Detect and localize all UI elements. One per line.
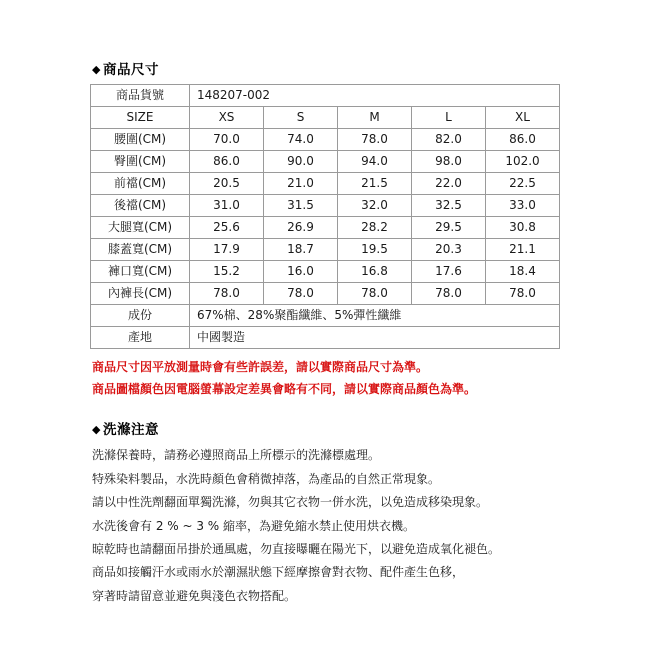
wash-instruction-line: 特殊染料製品，水洗時顏色會稍微掉落，為產品的自然正常現象。: [92, 471, 441, 486]
composition-value: 67%棉、28%聚酯纖維、5%彈性纖維: [190, 305, 560, 327]
table-row: [91, 129, 560, 151]
cell-value: 82.0: [412, 129, 486, 151]
table-row: [91, 151, 560, 173]
cell-value: 78.0: [264, 283, 338, 305]
column-header-xs: XS: [190, 107, 264, 129]
row-label: 大腿寬(CM): [91, 217, 190, 239]
origin-value: 中國製造: [190, 327, 560, 349]
cell-value: 20.3: [412, 239, 486, 261]
table-row-origin: [91, 327, 560, 349]
wash-instruction-line: 商品如接觸汗水或雨水於潮濕狀態下經摩擦會對衣物、配件產生色移，: [92, 565, 465, 580]
column-header-xl: XL: [486, 107, 560, 129]
row-label: 膝蓋寬(CM): [91, 239, 190, 261]
cell-value: 17.9: [190, 239, 264, 261]
cell-value: 21.1: [486, 239, 560, 261]
table-row-item-code: [91, 85, 560, 107]
table-row: [91, 217, 560, 239]
cell-value: 18.7: [264, 239, 338, 261]
cell-value: 94.0: [338, 151, 412, 173]
table-row: [91, 261, 560, 283]
size-note-measure: 商品尺寸因平放測量時會有些許誤差，請以實際商品尺寸為準。: [92, 360, 429, 374]
cell-value: 26.9: [264, 217, 338, 239]
size-section-heading-text: 商品尺寸: [102, 62, 159, 78]
column-header-size: SIZE: [91, 107, 190, 129]
cell-value: 16.0: [264, 261, 338, 283]
cell-value: 70.0: [190, 129, 264, 151]
cell-value: 30.8: [486, 217, 560, 239]
cell-value: 33.0: [486, 195, 560, 217]
cell-value: 102.0: [486, 151, 560, 173]
size-notes: [90, 356, 560, 400]
table-row: [91, 195, 560, 217]
wash-section-heading: [92, 418, 560, 438]
table-row-composition: [91, 305, 560, 327]
cell-value: 21.0: [264, 173, 338, 195]
cell-value: 74.0: [264, 129, 338, 151]
composition-label: 成份: [91, 305, 190, 327]
column-header-m: M: [338, 107, 412, 129]
cell-value: 16.8: [338, 261, 412, 283]
wash-instruction-line: 洗滌保養時，請務必遵照商品上所標示的洗滌標處理。: [92, 448, 381, 463]
table-row-header: [91, 107, 560, 129]
row-label: 後襠(CM): [91, 195, 190, 217]
cell-value: 86.0: [190, 151, 264, 173]
cell-value: 78.0: [486, 283, 560, 305]
cell-value: 78.0: [338, 283, 412, 305]
item-code-label: 商品貨號: [91, 85, 190, 107]
size-chart-table: [90, 84, 560, 349]
cell-value: 98.0: [412, 151, 486, 173]
row-label: 前襠(CM): [91, 173, 190, 195]
cell-value: 32.5: [412, 195, 486, 217]
cell-value: 29.5: [412, 217, 486, 239]
diamond-bullet-icon: ◆: [92, 63, 101, 76]
cell-value: 78.0: [338, 129, 412, 151]
column-header-s: S: [264, 107, 338, 129]
item-code-value: 148207-002: [190, 85, 560, 107]
origin-label: 產地: [91, 327, 190, 349]
size-note-color: 商品圖檔顏色因電腦螢幕設定差異會略有不同，請以實際商品顏色為準。: [92, 382, 477, 397]
cell-value: 22.0: [412, 173, 486, 195]
wash-instruction-line: 請以中性洗劑翻面單獨洗滌，勿與其它衣物一併水洗，以免造成移染現象。: [92, 495, 489, 510]
cell-value: 15.2: [190, 261, 264, 283]
wash-instruction-list: [92, 444, 560, 608]
cell-value: 31.5: [264, 195, 338, 217]
cell-value: 18.4: [486, 261, 560, 283]
row-label: 內褲長(CM): [91, 283, 190, 305]
content-wrapper: [90, 58, 560, 608]
row-label: 腰圍(CM): [91, 129, 190, 151]
cell-value: 86.0: [486, 129, 560, 151]
cell-value: 25.6: [190, 217, 264, 239]
cell-value: 17.6: [412, 261, 486, 283]
row-label: 褲口寬(CM): [91, 261, 190, 283]
wash-section-heading-text: 洗滌注意: [102, 422, 159, 439]
cell-value: 21.5: [338, 173, 412, 195]
cell-value: 22.5: [486, 173, 560, 195]
cell-value: 32.0: [338, 195, 412, 217]
cell-value: 31.0: [190, 195, 264, 217]
wash-instruction-line: 水洗後會有 2 % ~ 3 % 縮率，為避免縮水禁止使用烘衣機。: [92, 518, 416, 533]
wash-instruction-line: 晾乾時也請翻面吊掛於通風處，勿直接曝曬在陽光下，以避免造成氧化褪色。: [92, 541, 501, 556]
cell-value: 19.5: [338, 239, 412, 261]
cell-value: 78.0: [412, 283, 486, 305]
cell-value: 78.0: [190, 283, 264, 305]
diamond-bullet-icon: ◆: [92, 423, 101, 437]
table-row: [91, 173, 560, 195]
wash-instruction-line: 穿著時請留意並避免與淺色衣物搭配。: [92, 588, 297, 603]
cell-value: 28.2: [338, 217, 412, 239]
column-header-l: L: [412, 107, 486, 129]
table-row: [91, 239, 560, 261]
size-section-heading: [92, 58, 560, 78]
table-row: [91, 283, 560, 305]
cell-value: 20.5: [190, 173, 264, 195]
cell-value: 90.0: [264, 151, 338, 173]
row-label: 臀圍(CM): [91, 151, 190, 173]
